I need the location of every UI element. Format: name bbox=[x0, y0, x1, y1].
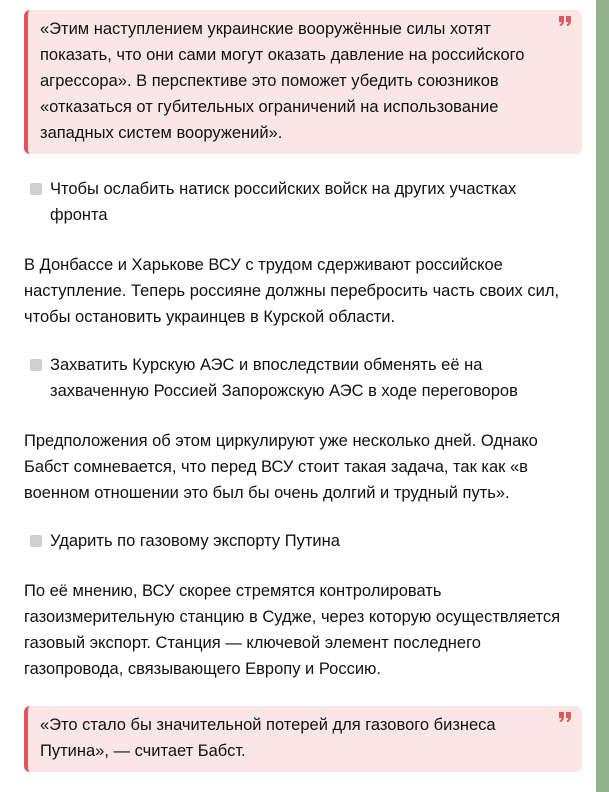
section-heading bbox=[24, 352, 572, 404]
blockquote-top bbox=[24, 10, 582, 154]
square-bullet-icon bbox=[30, 359, 42, 371]
square-bullet-icon bbox=[30, 183, 42, 195]
section-weaken-pressure bbox=[24, 176, 572, 330]
blockquote-text: «Это стало бы значительной потерей для газового бизнеса Путина», — считает Бабст. bbox=[40, 716, 496, 760]
section-capture-npp bbox=[24, 352, 572, 506]
section-heading bbox=[24, 528, 572, 554]
square-bullet-icon bbox=[30, 535, 42, 547]
section-gas-export bbox=[24, 528, 572, 682]
blockquote-text: «Этим наступлением украинские вооружённые силы хотят показать, что они сами могут оказать давление на российского агрессора». В перспективе это поможет убедить союзников «отказаться от губительных ограничений на использование западных систем вооружений». bbox=[40, 20, 525, 142]
quote-icon bbox=[558, 14, 572, 28]
section-heading-text: Чтобы ослабить натиск российских войск на других участках фронта bbox=[50, 180, 517, 224]
blockquote-bottom bbox=[24, 706, 582, 772]
quote-icon bbox=[558, 710, 572, 724]
section-heading-text: Захватить Курскую АЭС и впоследствии обменять её на захваченную Россией Запорожскую АЭС в ходе переговоров bbox=[50, 356, 518, 400]
section-body: По её мнению, ВСУ скорее стремятся контролировать газоизмерительную станцию в Судже, через которую осуществляется газовый экспорт. Станция — ключевой элемент последнего газопровода, связывающего Европу и Россию. bbox=[24, 582, 561, 678]
section-body: В Донбассе и Харькове ВСУ с трудом сдерживают российское наступление. Теперь россияне должны перебросить часть своих сил, чтобы остановить украинцев в Курской области. bbox=[24, 256, 560, 326]
section-body: Предположения об этом циркулируют уже несколько дней. Однако Бабст сомневается, что перед ВСУ стоит такая задача, так как «в военном отношении это был бы очень долгий и трудный путь». bbox=[24, 432, 538, 502]
section-heading-text: Ударить по газовому экспорту Путина bbox=[50, 532, 340, 550]
section-heading bbox=[24, 176, 572, 228]
